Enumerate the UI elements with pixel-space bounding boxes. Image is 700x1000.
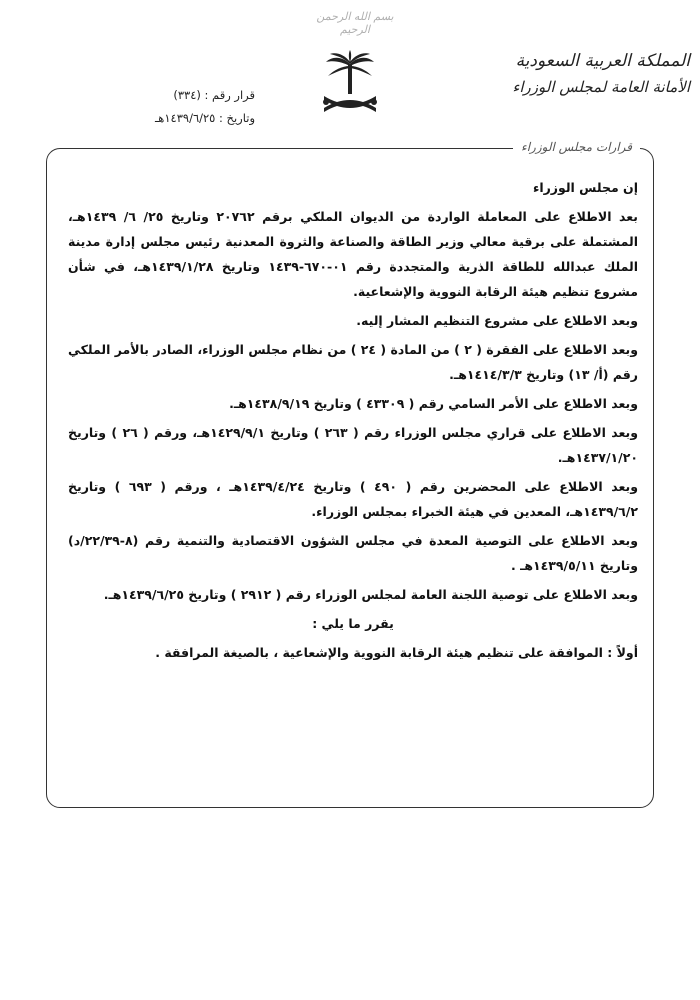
decision-date: وتاريخ : ١٤٣٩/٦/٢٥هـ <box>154 111 255 125</box>
decision-body <box>68 175 638 669</box>
resolves-heading: يقرر ما يلي : <box>312 616 394 631</box>
opening-line: إن مجلس الوزراء <box>532 180 638 195</box>
paragraph: وبعد الاطلاع على الفقرة ( ٢ ) من المادة ( ٢٤ ) من نظام مجلس الوزراء، الصادر بالأمر الملكي رقم (أ/ ١٣) وتاريخ ١٤١٤/٣/٣هـ. <box>68 342 638 382</box>
paragraph: وبعد الاطلاع على مشروع التنظيم المشار إليه. <box>356 313 638 328</box>
decision-reference <box>95 84 255 130</box>
issuing-authority <box>460 48 690 100</box>
frame-label: قرارات مجلس الوزراء <box>513 140 640 154</box>
paragraph: بعد الاطلاع على المعاملة الواردة من الديوان الملكي برقم ٢٠٧٦٢ وتاريخ ٢٥/ ٦/ ١٤٣٩هـ، المشتملة على برقية معالي وزير الطاقة والصناعة والثروة المعدنية رئيس مجلس إدارة مدينة الملك عبدالله للطاقة الذرية والمتجددة رقم ٠١-٦٧٠-١٤٣٩ وتاريخ ١٤٣٩/١/٢٨هـ، في شأن مشروع تنظيم هيئة الرقابة النووية والإشعاعية. <box>68 209 639 299</box>
paragraph: وبعد الاطلاع على الأمر السامي رقم ( ٤٣٣٠٩ ) وتاريخ ١٤٣٨/٩/١٩هـ. <box>229 396 638 411</box>
paragraph: وبعد الاطلاع على التوصية المعدة في مجلس الشؤون الاقتصادية والتنمية رقم (٨-٢٢/٣٩/د) وتاريخ ١٤٣٩/٥/١١هـ . <box>68 533 638 573</box>
paragraph: وبعد الاطلاع على توصية اللجنة العامة لمجلس الوزراء رقم ( ٢٩١٢ ) وتاريخ ١٤٣٩/٦/٢٥هـ. <box>103 587 638 602</box>
secretariat-name: الأمانة العامة لمجلس الوزراء <box>512 78 690 96</box>
decision-number: قرار رقم : (٣٣٤) <box>173 88 255 102</box>
saudi-emblem-icon <box>318 50 382 122</box>
first-resolution-item: أولاً : الموافقة على تنظيم هيئة الرقابة النووية والإشعاعية ، بالصيغة المرافقة . <box>155 645 638 660</box>
paragraph: وبعد الاطلاع على قراري مجلس الوزراء رقم ( ٢٦٣ ) وتاريخ ١٤٢٩/٩/١هـ، ورقم ( ٢٦ ) وتاريخ ١٤٣٧/١/٢٠هـ. <box>68 425 638 465</box>
kingdom-name: المملكة العربية السعودية <box>515 51 690 71</box>
paragraph: وبعد الاطلاع على المحضرين رقم ( ٤٩٠ ) وتاريخ ١٤٣٩/٤/٢٤هـ ، ورقم ( ٦٩٣ ) وتاريخ ١٤٣٩/٦/٢هـ، المعدين في هيئة الخبراء بمجلس الوزراء. <box>68 479 638 519</box>
document-header <box>0 0 700 160</box>
basmala: بسم الله الرحمن الرحيم <box>316 10 394 36</box>
